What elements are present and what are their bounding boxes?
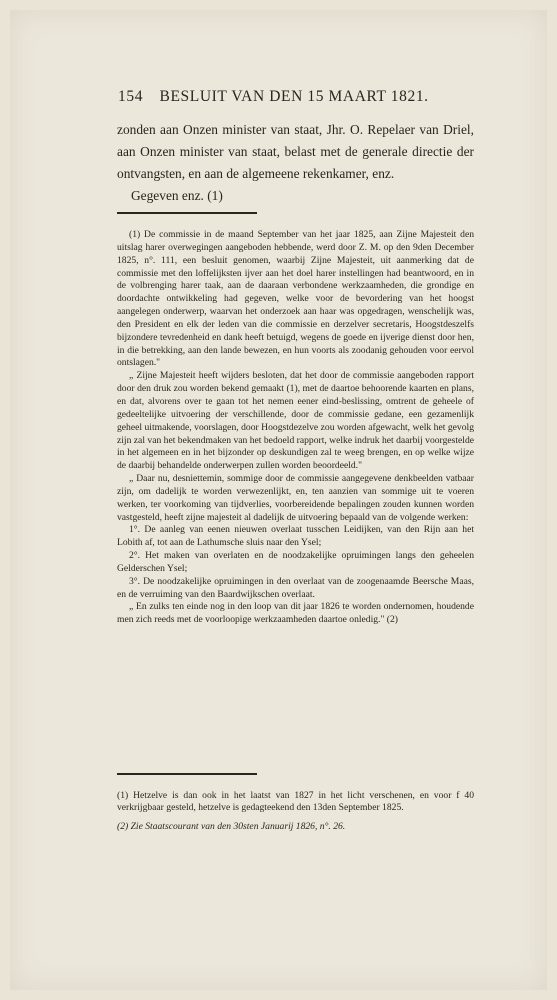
sub-footnote-block: [117, 790, 474, 833]
main-text: [117, 119, 474, 207]
footnote-paragraph: (1) De commissie in de maand September van het jaar 1825, aan Zijne Majesteit den uitslag harer overwegingen aangeboden hebbende, werd door Z. M. op den 9den December 1825, n°. 111, een besluit genomen, waarbij Zijne Majesteit, uit aanmerking dat de commissie met den loffelijksten ijver aan het doel harer instellingen had beantwoord, en in de volbrenging harer taak, aan de daaraan verbondene werkzaamheden, die grondige en doordachte ontwikkeling had gegeven, welke voor de bevordering van het hoogst aangelegen onderwerp, waarvan het onderzoek aan haar was opgedragen, wenschelijk was, den President en elk der leden van die commissie en derzelver secretaris, Hoogstdeszelfs bijzondere tevredenheid en dank heeft betuigd, wegens de goede en ijverige dienst door hen, in die betrekking, aan den lande bewezen, en hun voorts als zoodanig gehouden voor eervol ontslagen.": [117, 229, 474, 369]
paragraph: Gegeven enz. (1): [131, 188, 223, 203]
footnote-paragraph: „ En zulks ten einde nog in den loop van dit jaar 1826 te worden ondernomen, houdende men zich reeds met de voorloopige werkzaamheden daartoe onledig." (2): [117, 601, 474, 626]
footnote-block: [117, 229, 474, 627]
footnote-paragraph: 3°. De noodzakelijke opruimingen in den overlaat van de zoogenaamde Beersche Maas, en de verruiming van den Baardwijkschen overlaat.: [117, 575, 474, 600]
sub-footnote: (2) Zie Staatscourant van den 30sten Januarij 1826, n°. 26.: [117, 820, 346, 832]
running-header: [118, 88, 473, 106]
footnote-divider: [117, 773, 257, 775]
page-title: BESLUIT VAN DEN 15 MAART 1821.: [159, 88, 429, 105]
footnote-paragraph: „ Zijne Majesteit heeft wijders besloten, dat het door de commissie aangeboden rapport door den druk zou worden bekend gemaakt (1), met de daartoe behoorende kaarten en plans, en dat, alvorens over te gaan tot het nemen eener eind-beslissing, omtrent de geheele of gedeeltelijke uitvoering der verschillende, door de commissie gedane, een gezamenlijk geheel uitmakende, voorslagen, door Hoogstdezelve zou worden afgewacht, welk het gevolg zijn zal van het bekendmaken van het bedoeld rapport, welke indruk het daarbij voorgestelde in het algemeen en in het bijzonder op deskundigen zal te weeg brengen, en op welke wijze de daarbij behandelde onderwerpen zullen worden beoordeeld.": [117, 370, 474, 472]
page-number: 154: [118, 88, 144, 105]
footnote-divider: [117, 212, 257, 214]
sub-footnote: (1) Hetzelve is dan ook in het laatst van 1827 in het licht verschenen, en voor f 40 verkrijgbaar gesteld, hetzelve is gedagteekend den 13den September 1825.: [117, 790, 474, 814]
paragraph: zonden aan Onzen minister van staat, Jhr. O. Repelaer van Driel, aan Onzen minister van staat, belast met de generale directie der ontvangsten, en aan de algemeene rekenkamer, enz.: [117, 122, 474, 181]
footnote-paragraph: „ Daar nu, desniettemin, sommige door de commissie aangegevene denkbeelden vatbaar zijn, om dadelijk te worden verwezenlijkt, en, ten aanzien van sommige uit te voeren werken, ter voorkoming van tijdverlies, voorbereidende bepalingen zouden kunnen worden vastgesteld, heeft zijne majesteit al dadelijk de uitvoering bepaald van de volgende werken:: [117, 473, 474, 523]
footnote-paragraph: 1°. De aanleg van eenen nieuwen overlaat tusschen Leidijken, van den Rijn aan het Lobith af, tot aan de Lathumsche sluis naar den Ysel;: [117, 524, 474, 549]
footnote-paragraph: 2°. Het maken van overlaten en de noodzakelijke opruimingen langs den geheelen Gelderschen Ysel;: [117, 550, 474, 574]
